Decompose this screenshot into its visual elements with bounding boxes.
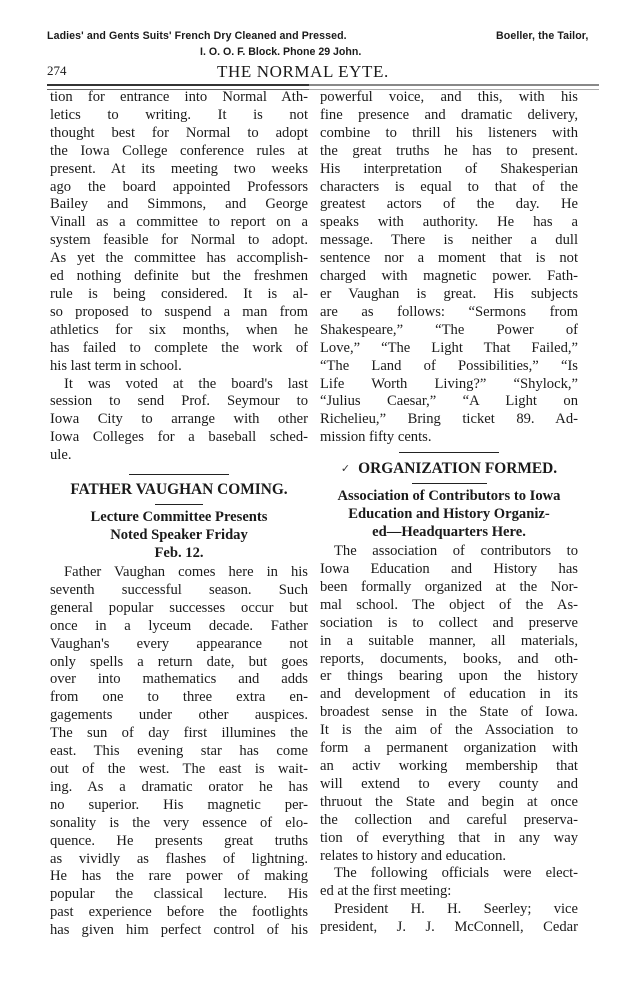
- text-line: Vinall as a committee to report on a: [50, 214, 308, 231]
- text-line: Bailey and Simmons, and George: [50, 196, 308, 213]
- text-line: only spells a return date, but goes: [50, 653, 308, 670]
- text-line: seventh successful season. Such: [50, 581, 308, 598]
- text-line: session to send Prof. Seymour to: [50, 393, 308, 410]
- text-line: the great truths he has to present.: [320, 142, 578, 159]
- subheadline: Noted Speaker Friday: [110, 527, 248, 544]
- text-line: ing. As a dramatic orator he has: [50, 778, 308, 795]
- continued-article-athletics: [50, 89, 308, 465]
- text-line: powerful voice, and this, with his: [320, 89, 578, 105]
- text-line: general popular successes occur but: [50, 599, 308, 616]
- headline: FATHER VAUGHAN COMING.: [70, 481, 288, 499]
- text-line: fine presence and dramatic delivery,: [320, 106, 578, 123]
- text-line: form a permanent organization with: [320, 740, 578, 757]
- text-line: er Vaughan is great. His subjects: [320, 285, 578, 302]
- text-line: reports, documents, books, and oth-: [320, 650, 578, 667]
- text-line: once in a lyceum decade. Father: [50, 617, 308, 634]
- text-line: The following officials were elect-: [334, 865, 578, 882]
- text-line: “Julius Caesar,” “A Light on: [320, 393, 578, 410]
- ad-text-left: Ladies' and Gents Suits' French Dry Cleaned and Pressed.: [47, 30, 347, 42]
- text-line: Life Worth Living?” “Shylock,”: [320, 375, 578, 392]
- page-number: 274: [47, 63, 67, 78]
- text-line: sociation is to collect and preserve: [320, 614, 578, 631]
- subheadline: Association of Contributors to Iowa: [337, 488, 561, 505]
- text-line: Love,” “The Light That Failed,”: [320, 339, 578, 356]
- text-line: sonality is the very essence of elo-: [50, 814, 308, 831]
- text-line: will extend to every county and: [320, 775, 578, 792]
- text-line: ed at the first meeting:: [320, 883, 452, 900]
- text-line: greatest actors of the day. He: [320, 196, 578, 213]
- text-line: Shakespeare,” “The Power of: [320, 321, 578, 338]
- article-father-vaughan: [50, 480, 308, 940]
- paragraph: [50, 376, 308, 466]
- text-line: combine to thrill his listeners with: [320, 124, 578, 141]
- text-line: As yet the committee has accomplish-: [50, 250, 308, 267]
- text-line: characters is equal to that of the: [320, 178, 578, 195]
- text-line: his last term in school.: [50, 357, 182, 374]
- text-line: speaks with authority. He has a: [320, 214, 578, 231]
- publication-title: THE NORMAL EYTE.: [217, 62, 389, 81]
- text-line: The association of contributors to: [334, 543, 578, 560]
- text-line: President H. H. Seerley; vice: [334, 901, 578, 918]
- text-line: the collection and careful preserva-: [320, 811, 578, 828]
- text-line: ago the board appointed Professors: [50, 178, 308, 195]
- text-line: has given him perfect control of his: [50, 922, 308, 939]
- text-line: as vividly as flashes of lightning.: [50, 850, 308, 867]
- article-body: [320, 543, 578, 937]
- headline: [320, 459, 578, 479]
- text-line: charged with magnetic power. Fath-: [320, 268, 578, 285]
- text-line: “The Land of Possibilities,” “Is: [320, 357, 578, 374]
- text-line: His interpretation of Shakesperian: [320, 160, 578, 177]
- text-line: Iowa City to arrange with other: [50, 411, 308, 428]
- text-line: It was voted at the board's last: [64, 375, 308, 392]
- text-line: tion of everything that in any way: [320, 829, 578, 846]
- ad-text-right: Boeller, the Tailor,: [496, 30, 589, 42]
- text-line: broadest sense in the State of Iowa.: [320, 704, 578, 721]
- subheadline-date: Feb. 12.: [154, 545, 204, 562]
- text-line: has failed to complete the work of: [50, 339, 308, 356]
- text-line: sentence nor a moment that is not: [320, 250, 578, 267]
- text-line: thought best for Normal to adopt: [50, 124, 308, 141]
- text-line: and development of education in its: [320, 686, 578, 703]
- text-line: It is the aim of the Association to: [320, 722, 578, 739]
- text-line: Iowa Colleges for a baseball sched-: [50, 429, 308, 446]
- text-line: so proposed to suspend a man from: [50, 303, 308, 320]
- headline-text: ORGANIZATION FORMED.: [358, 460, 558, 478]
- subheadline: ed—Headquarters Here.: [372, 524, 526, 541]
- text-line: rule is being considered. It is al-: [50, 285, 308, 302]
- text-line: popular the classical lecture. His: [50, 886, 308, 903]
- text-line: letics to writing. It is not: [50, 106, 308, 123]
- text-line: athletics for six months, when he: [50, 321, 308, 338]
- text-line: Iowa Education and History has: [320, 561, 578, 578]
- text-line: mal school. The object of the As-: [320, 596, 578, 613]
- text-line: present. At its meeting two weeks: [50, 160, 308, 177]
- text-line: president, J. J. McConnell, Cedar: [320, 919, 578, 936]
- text-line: Father Vaughan comes here in his: [64, 564, 308, 581]
- text-line: He has the rare power of making: [50, 868, 308, 885]
- text-line: ed nothing definite but the freshmen: [50, 268, 308, 285]
- text-line: The sun of day first illumines the: [50, 725, 308, 742]
- text-line: ule.: [50, 447, 72, 464]
- check-mark-icon: ✓: [340, 462, 351, 476]
- text-line: Vaughan's every appearance not: [50, 635, 308, 652]
- text-line: are as follows: “Sermons from: [320, 303, 578, 320]
- text-line: thruout the State and begin at once: [320, 793, 578, 810]
- text-line: from one to three extra en-: [50, 689, 308, 706]
- masthead: [47, 62, 607, 84]
- text-line: gagements under other auspices.: [50, 707, 308, 724]
- text-line: mission fifty cents.: [320, 429, 432, 446]
- article-body: [50, 564, 308, 940]
- text-line: the Iowa College conference rules at: [50, 142, 308, 159]
- text-line: over into mathematics and adds: [50, 671, 308, 688]
- text-line: in a suitable manner, all materials,: [320, 632, 578, 649]
- subheadline: Education and History Organiz-: [348, 506, 550, 523]
- right-column: [320, 89, 578, 937]
- text-line: quence. He presents great truths: [50, 832, 308, 849]
- article-organization-formed: [320, 459, 578, 937]
- subheadline: Lecture Committee Presents: [90, 509, 268, 526]
- text-line: past experience before the footlights: [50, 904, 308, 921]
- ad-address-line: I. O. O. F. Block. Phone 29 John.: [200, 46, 362, 58]
- text-line: out of the west. The east is wait-: [50, 761, 308, 777]
- text-line: er things bearing upon the history: [320, 668, 578, 685]
- text-line: tion for entrance into Normal Ath-: [50, 89, 308, 105]
- paragraph: [50, 89, 308, 376]
- text-line: an activ working membership that: [320, 758, 578, 774]
- continued-article-father-vaughan: [320, 89, 578, 447]
- text-line: system feasible for Normal to adopt.: [50, 232, 308, 249]
- text-line: Richelieu,” Bring ticket 89. Ad-: [320, 411, 578, 428]
- text-line: east. This evening star has come: [50, 743, 308, 760]
- left-column: [50, 89, 308, 940]
- text-line: no superior. His magnetic per-: [50, 796, 308, 813]
- text-line: been formally organized at the Nor-: [320, 578, 578, 595]
- text-line: message. There is neither a dull: [320, 232, 578, 249]
- text-line: relates to history and education.: [320, 847, 507, 864]
